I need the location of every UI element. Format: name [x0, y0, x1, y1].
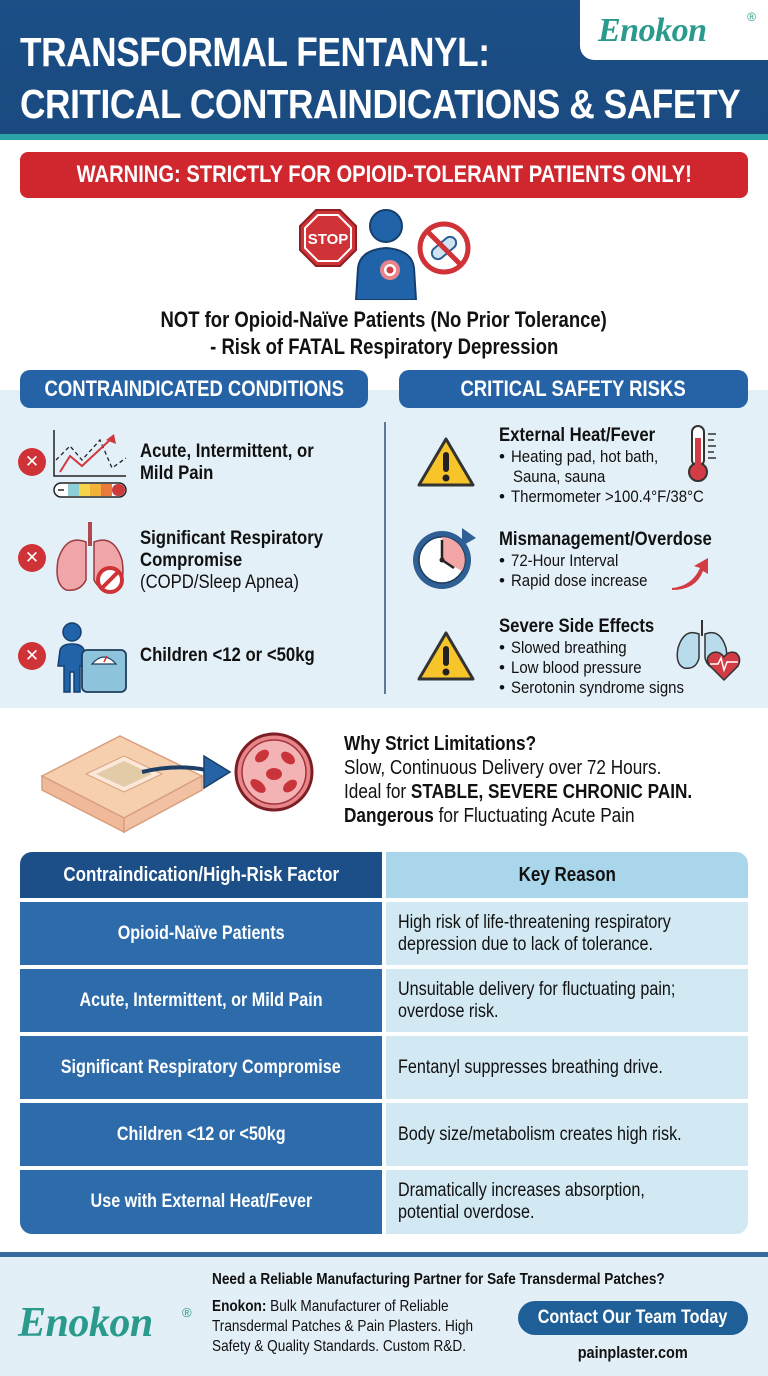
footer	[0, 1252, 768, 1376]
table-cell-reason: Body size/metabolism creates high risk.	[386, 1103, 748, 1166]
rising-arrow-icon	[670, 556, 712, 592]
header-accent-bar	[0, 134, 768, 140]
table-cell-reason: Fentanyl suppresses breathing drive.	[386, 1036, 748, 1099]
stop-sign-icon	[300, 210, 356, 266]
risk-title: External Heat/Fever	[499, 425, 656, 446]
opioid-naive-warning: NOT for Opioid-Naïve Patients (No Prior Tolerance) - Risk of FATAL Respiratory Depression	[160, 307, 608, 359]
header-banner	[0, 0, 768, 136]
table-cell-reason: Unsuitable delivery for fluctuating pain; overdose risk.	[386, 969, 748, 1032]
registered-mark: ®	[747, 10, 756, 24]
x-circle-icon: ✕	[18, 448, 46, 476]
table-cell-factor: Significant Respiratory Compromise	[20, 1036, 382, 1099]
skin-patch-icon	[42, 736, 202, 832]
contact-team-button[interactable]: Contact Our Team Today	[518, 1301, 748, 1335]
x-circle-icon: ✕	[18, 642, 46, 670]
logo-text: Enokon	[598, 12, 707, 49]
table-cell-factor: Use with External Heat/Fever	[20, 1170, 382, 1234]
column-divider	[384, 422, 386, 694]
no-pill-icon	[420, 224, 468, 272]
table-cell-reason: Dramatically increases absorption, potential overdose.	[386, 1170, 748, 1234]
critical-safety-risks-heading: CRITICAL SAFETY RISKS	[399, 370, 748, 408]
lungs-icon	[52, 520, 128, 596]
warning-triangle-icon	[416, 436, 476, 488]
page-title: TRANSFORMAL FENTANYL: CRITICAL CONTRAINDICATIONS & SAFETY	[20, 29, 741, 127]
risk-title: Severe Side Effects	[499, 616, 655, 637]
footer-description: Enokon: Bulk Manufacturer of Reliable Transdermal Patches & Pain Plasters. High Safety & Quality Standards. Custom R&D.	[212, 1298, 474, 1355]
svg-text:STOP: STOP	[307, 231, 349, 248]
blood-cells-icon	[236, 734, 312, 810]
condition-title: Acute, Intermittent, or Mild Pain	[140, 441, 314, 484]
contraindicated-conditions-heading: CONTRAINDICATED CONDITIONS	[20, 370, 368, 408]
risk-bullets: • 72-Hour Interval • Rapid dose increase	[499, 551, 666, 591]
table-header-factor: Contraindication/High-Risk Factor	[20, 852, 382, 898]
why-strict-limitations: Why Strict Limitations? Slow, Continuous Delivery over 72 Hours. Ideal for STABLE, SEVERE CHRONIC PAIN. Dangerous for Fluctuating Acute Pain	[344, 733, 693, 827]
risk-title: Mismanagement/Overdose	[499, 529, 712, 550]
table-header-reason: Key Reason	[386, 852, 748, 898]
risk-bullets: • Heating pad, hot bath, Sauna, sauna • Thermometer >100.4°F/38°C	[499, 447, 730, 507]
lungs-heart-icon	[672, 618, 742, 684]
x-circle-icon: ✕	[18, 544, 46, 572]
warning-triangle-icon	[416, 630, 476, 682]
footer-logo[interactable]: Enokon	[18, 1300, 153, 1346]
risk-bullets: • Slowed breathing • Low blood pressure • Serotonin syndrome signs	[499, 638, 708, 698]
contraindications-table	[20, 852, 748, 1234]
hero-illustration	[296, 206, 476, 300]
why-heading: Why Strict Limitations?	[344, 733, 537, 755]
footer-question: Need a Reliable Manufacturing Partner for Safe Transdermal Patches?	[212, 1271, 665, 1288]
table-cell-factor: Children <12 or <50kg	[20, 1103, 382, 1166]
brand-logo[interactable]	[580, 0, 768, 60]
warning-banner: WARNING: STRICTLY FOR OPIOID-TOLERANT PATIENTS ONLY!	[20, 152, 748, 198]
condition-subtitle: (COPD/Sleep Apnea)	[140, 572, 299, 593]
condition-title: Children <12 or <50kg	[140, 645, 315, 666]
condition-title: Significant Respiratory Compromise (COPD/Sleep Apnea)	[140, 528, 324, 593]
clock-icon	[410, 524, 480, 594]
child-scale-icon	[52, 622, 128, 694]
table-cell-factor: Opioid-Naïve Patients	[20, 902, 382, 965]
person-icon	[356, 210, 416, 300]
patch-bloodstream-illustration	[36, 726, 316, 836]
website-link[interactable]: painplaster.com	[577, 1343, 689, 1362]
registered-mark: ®	[182, 1305, 192, 1320]
table-cell-reason: High risk of life-threatening respiratory depression due to lack of tolerance.	[386, 902, 748, 965]
table-cell-factor: Acute, Intermittent, or Mild Pain	[20, 969, 382, 1032]
thermometer-icon	[686, 424, 720, 484]
pain-chart-icon	[52, 428, 128, 500]
